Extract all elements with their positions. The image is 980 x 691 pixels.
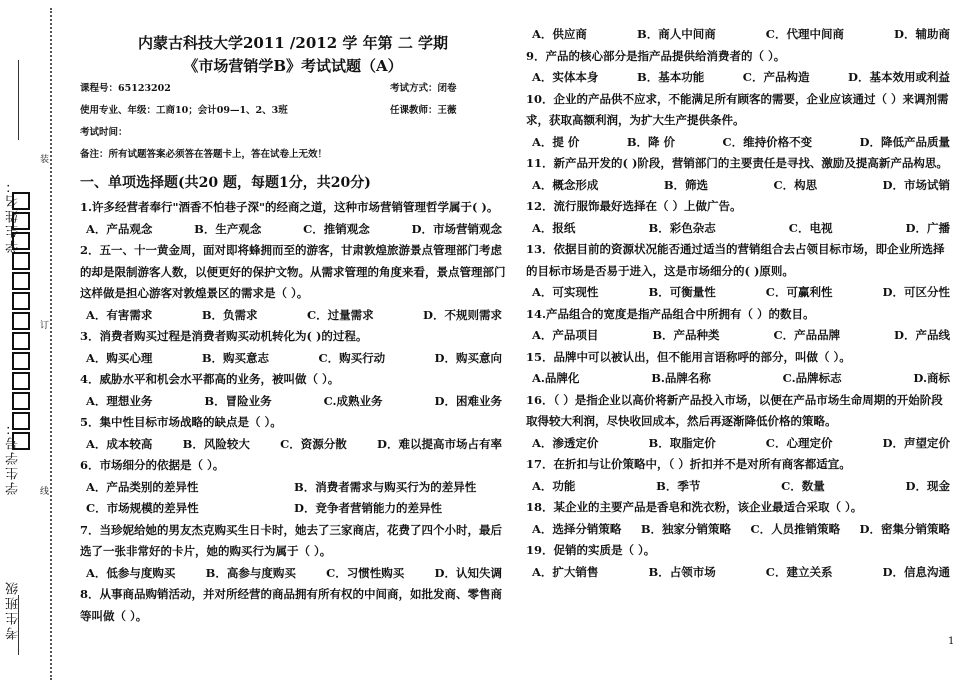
exam-title: 内蒙古科技大学2011 /2012 学 年第 二 学期 xyxy=(137,34,449,52)
answer-option[interactable]: C．购买行动 xyxy=(318,350,386,365)
answer-option[interactable]: B．季节 xyxy=(656,478,701,493)
question-text: 1.许多经营者奉行"酒香不怕巷子深"的经商之道，这种市场营销管理哲学属于( )。 xyxy=(80,200,499,214)
question-text: 16．（ ）是指企业以高价将新产品投入市场，以便在产品市场生命周期的开始阶段取得较大利润，尽快收回成本，然后再逐渐降低价格的策略。 xyxy=(526,392,943,428)
answer-option[interactable]: C．市场规模的差异性 xyxy=(86,501,199,515)
answer-option[interactable]: A．产品观念 xyxy=(86,221,153,236)
answer-option[interactable]: C．电视 xyxy=(788,220,833,235)
right-question-list xyxy=(526,24,954,583)
option-row xyxy=(80,434,506,456)
answer-option[interactable]: D．购买意向 xyxy=(434,350,502,365)
answer-option[interactable]: B．生产观念 xyxy=(194,221,262,236)
answer-option[interactable]: A．产品项目 xyxy=(532,328,599,342)
seal-mark: 订 xyxy=(40,321,50,331)
answer-option[interactable]: A．低参与度购买 xyxy=(86,565,176,580)
question-text: 18．某企业的主要产品是香皂和洗衣粉，该企业最适合采取（ ）。 xyxy=(526,500,863,514)
answer-option[interactable]: A．扩大销售 xyxy=(532,564,599,579)
answer-option[interactable]: A．提 价 xyxy=(532,134,580,149)
answer-option[interactable]: C．建立关系 xyxy=(765,564,833,579)
info-row-1 xyxy=(80,78,506,100)
question-text: 2．五一、十一黄金周，面对即将蜂拥而至的游客，甘肃敦煌旅游景点管理部门考虑的却是限制游客人数，以便更好的保护文物。从需求管理的角度来看，景点管理部门这样做是担心游客对敦煌景区的需求是（ ）。 xyxy=(80,243,506,300)
info-row-2 xyxy=(80,100,506,122)
question-text: 15．品牌中可以被认出，但不能用言语称呼的部分，叫做（ ）。 xyxy=(526,349,851,364)
answer-option[interactable]: A．实体本身 xyxy=(532,70,599,84)
question-text: 9．产品的核心部分是指产品提供给消费者的（ ）。 xyxy=(526,48,786,63)
option-row xyxy=(526,67,954,89)
option-row xyxy=(526,562,954,584)
student-id-label: 学生学号： xyxy=(6,420,21,495)
answer-option[interactable]: D．广播 xyxy=(905,220,950,235)
left-question-list xyxy=(80,197,506,627)
answer-option[interactable]: C．构思 xyxy=(773,177,818,192)
answer-option[interactable]: C．心理定价 xyxy=(765,435,833,450)
answer-option[interactable]: C．人员推销策略 xyxy=(750,521,841,536)
answer-option[interactable]: B．商人中间商 xyxy=(637,27,716,41)
option-row xyxy=(80,563,506,585)
line-mark: 线 xyxy=(40,487,50,497)
answer-option[interactable]: A．成本较高 xyxy=(86,436,153,451)
option-row xyxy=(526,368,954,390)
answer-option[interactable]: C．习惯性购买 xyxy=(326,565,405,580)
answer-option[interactable]: B.品牌名称 xyxy=(651,371,711,385)
answer-option[interactable]: D．密集分销策略 xyxy=(859,521,950,536)
answer-option[interactable]: D．降低产品质量 xyxy=(859,134,950,149)
question-text: 5．集中性目标市场战略的缺点是（ ）。 xyxy=(80,415,282,429)
answer-option[interactable]: A．供应商 xyxy=(532,27,587,41)
question-text: 17．在折扣与让价策略中，（ ）折扣并不是对所有商客都适宜。 xyxy=(526,457,851,471)
option-row xyxy=(526,433,954,455)
answer-option[interactable]: B．基本功能 xyxy=(637,70,705,84)
option-row xyxy=(526,325,954,347)
class-line xyxy=(18,595,19,655)
answer-option[interactable]: B．筛选 xyxy=(663,177,709,192)
answer-option[interactable]: D．竞争者营销能力的差异性 xyxy=(294,501,442,515)
option-row xyxy=(526,218,954,240)
answer-option[interactable]: C．可赢利性 xyxy=(765,285,833,299)
answer-option[interactable]: B．可衡量性 xyxy=(648,285,716,299)
page-number: 1 xyxy=(948,636,955,647)
answer-option[interactable]: D．不规则需求 xyxy=(423,307,502,322)
answer-option[interactable]: C．推销观念 xyxy=(303,221,370,236)
question-text: 13．依据目前的资源状况能否通过适当的营销组合去占领目标市场，即企业所选择的目标市场是否易于进入，这是市场细分的( )原则。 xyxy=(526,242,945,278)
answer-option[interactable]: B．独家分销策略 xyxy=(640,521,732,536)
answer-option[interactable]: B．消费者需求与购买行为的差异性 xyxy=(294,479,477,494)
answer-option[interactable]: D．困难业务 xyxy=(434,393,502,408)
answer-option[interactable]: A．概念形成 xyxy=(532,177,599,192)
answer-option[interactable]: D．认知失调 xyxy=(434,565,502,580)
answer-option[interactable]: A．购买心理 xyxy=(86,350,153,365)
answer-option[interactable]: C．数量 xyxy=(781,478,825,493)
answer-option[interactable]: B．冒险业务 xyxy=(204,393,272,408)
answer-option[interactable]: B．彩色杂志 xyxy=(648,220,716,235)
question-text: 10．企业的产品供不应求，不能满足所有顾客的需要，企业应该通过（ ）来调剂需求，获取高额利润，为扩大生产提供条件。 xyxy=(526,91,949,127)
answer-option[interactable]: A.品牌化 xyxy=(532,371,580,385)
answer-option[interactable]: D．声望定价 xyxy=(882,435,950,450)
option-row xyxy=(526,24,954,46)
answer-option[interactable]: C．维持价格不变 xyxy=(722,134,813,149)
answer-option[interactable]: B．降 价 xyxy=(626,134,676,149)
answer-option[interactable]: C．产品构造 xyxy=(742,70,810,84)
option-row xyxy=(80,305,506,327)
applicable-classes: 使用专业、年级：工商10；会计09—1、2、3班 xyxy=(80,105,288,116)
answer-option[interactable]: C．产品品牌 xyxy=(773,328,841,342)
answer-option[interactable]: B．负需求 xyxy=(201,307,258,322)
name-line xyxy=(18,60,19,140)
question-text: 14.产品组合的宽度是指产品组合中所拥有（ ）的数目。 xyxy=(526,306,815,321)
answer-option[interactable]: B．风险较大 xyxy=(182,436,250,451)
answer-option[interactable]: D．信息沟通 xyxy=(882,564,950,579)
course-number: 课程号：65123202 xyxy=(80,83,171,94)
binding-margin xyxy=(0,0,58,691)
answer-option[interactable]: A．有害需求 xyxy=(86,307,153,322)
answer-option[interactable]: D．难以提高市场占有率 xyxy=(376,436,502,451)
option-row xyxy=(80,391,506,413)
answer-option[interactable]: B．占领市场 xyxy=(648,564,716,579)
right-column xyxy=(526,0,954,583)
question-text: 12．流行服饰最好选择在（ ）上做广告。 xyxy=(526,199,742,213)
question-text: 11．新产品开发的( )阶段，营销部门的主要责任是寻找、激励及提高新产品构思。 xyxy=(526,156,948,170)
answer-option[interactable]: C．代理中间商 xyxy=(765,27,844,41)
answer-option[interactable]: D.商标 xyxy=(913,371,950,385)
question-text: 7．当珍妮给她的男友杰克购买生日卡时，她去了三家商店，花费了四个小时，最后选了一张非常好的卡片，她的购买行为属于（ ）。 xyxy=(80,522,502,558)
answer-option[interactable]: D．可区分性 xyxy=(882,285,950,299)
exam-subtitle: 《市场营销学B》考试试题（A） xyxy=(183,57,403,75)
exam-time: 考试时间： xyxy=(80,127,128,138)
answer-option[interactable]: A．产品类别的差异性 xyxy=(86,479,199,494)
answer-option[interactable]: B．取脂定价 xyxy=(648,435,716,450)
answer-option[interactable]: A．渗透定价 xyxy=(532,435,599,450)
question-text: 4．威胁水平和机会水平都高的业务，被叫做（ ）。 xyxy=(80,372,340,386)
answer-option[interactable]: D．辅助商 xyxy=(894,27,950,41)
answer-option[interactable]: C.成熟业务 xyxy=(323,393,383,408)
answer-option[interactable]: A．可实现性 xyxy=(532,285,599,299)
answer-option[interactable]: A．报纸 xyxy=(532,220,576,235)
option-row xyxy=(526,519,954,541)
answer-option[interactable]: C．资源分散 xyxy=(280,436,347,451)
option-row xyxy=(526,132,954,154)
answer-option[interactable]: B．高参与度购买 xyxy=(205,565,296,580)
answer-option[interactable]: D．市场营销观念 xyxy=(411,221,502,236)
question-text: 6．市场细分的依据是（ ）。 xyxy=(80,458,225,472)
option-row xyxy=(80,348,506,370)
teacher: 任课教师：王薇 xyxy=(390,105,457,116)
answer-option[interactable]: C．过量需求 xyxy=(306,307,374,322)
answer-option[interactable]: A．理想业务 xyxy=(86,393,153,408)
answer-note: 备注：所有试题答案必须答在答题卡上，答在试卷上无效！ xyxy=(80,149,328,160)
student-name-label: 学生姓名： xyxy=(6,178,21,253)
fold-mark: 装 xyxy=(40,155,50,165)
answer-option[interactable]: B．购买意志 xyxy=(201,350,270,365)
dotted-cut-line xyxy=(50,8,52,680)
option-row xyxy=(80,477,506,520)
exam-mode: 考试方式：闭卷 xyxy=(390,83,457,94)
answer-option[interactable]: C.品牌标志 xyxy=(782,371,842,385)
option-row xyxy=(526,282,954,304)
answer-option[interactable]: A．功能 xyxy=(532,478,576,493)
class-label: 考生班级 xyxy=(6,580,21,640)
option-row xyxy=(80,219,506,241)
answer-option[interactable]: D．市场试销 xyxy=(882,177,950,192)
option-row xyxy=(526,175,954,197)
answer-option[interactable]: D．产品线 xyxy=(894,328,950,342)
question-text: 19．促销的实质是（ ）。 xyxy=(526,543,656,557)
answer-option[interactable]: D．现金 xyxy=(905,478,950,493)
section-heading: 一、单项选择题(共20 题，每题1分，共20分) xyxy=(80,175,371,191)
answer-option[interactable]: A．选择分销策略 xyxy=(532,521,622,536)
question-text: 3．消费者购买过程是消费者购买动机转化为( )的过程。 xyxy=(80,329,368,343)
option-row xyxy=(526,476,954,498)
question-text: 8．从事商品购销活动，并对所经营的商品拥有所有权的中间商，如批发商、零售商等叫做（ ）。 xyxy=(80,587,502,623)
answer-option[interactable]: B．产品种类 xyxy=(652,328,720,342)
answer-option[interactable]: D．基本效用或利益 xyxy=(848,70,950,84)
left-column xyxy=(80,0,506,627)
